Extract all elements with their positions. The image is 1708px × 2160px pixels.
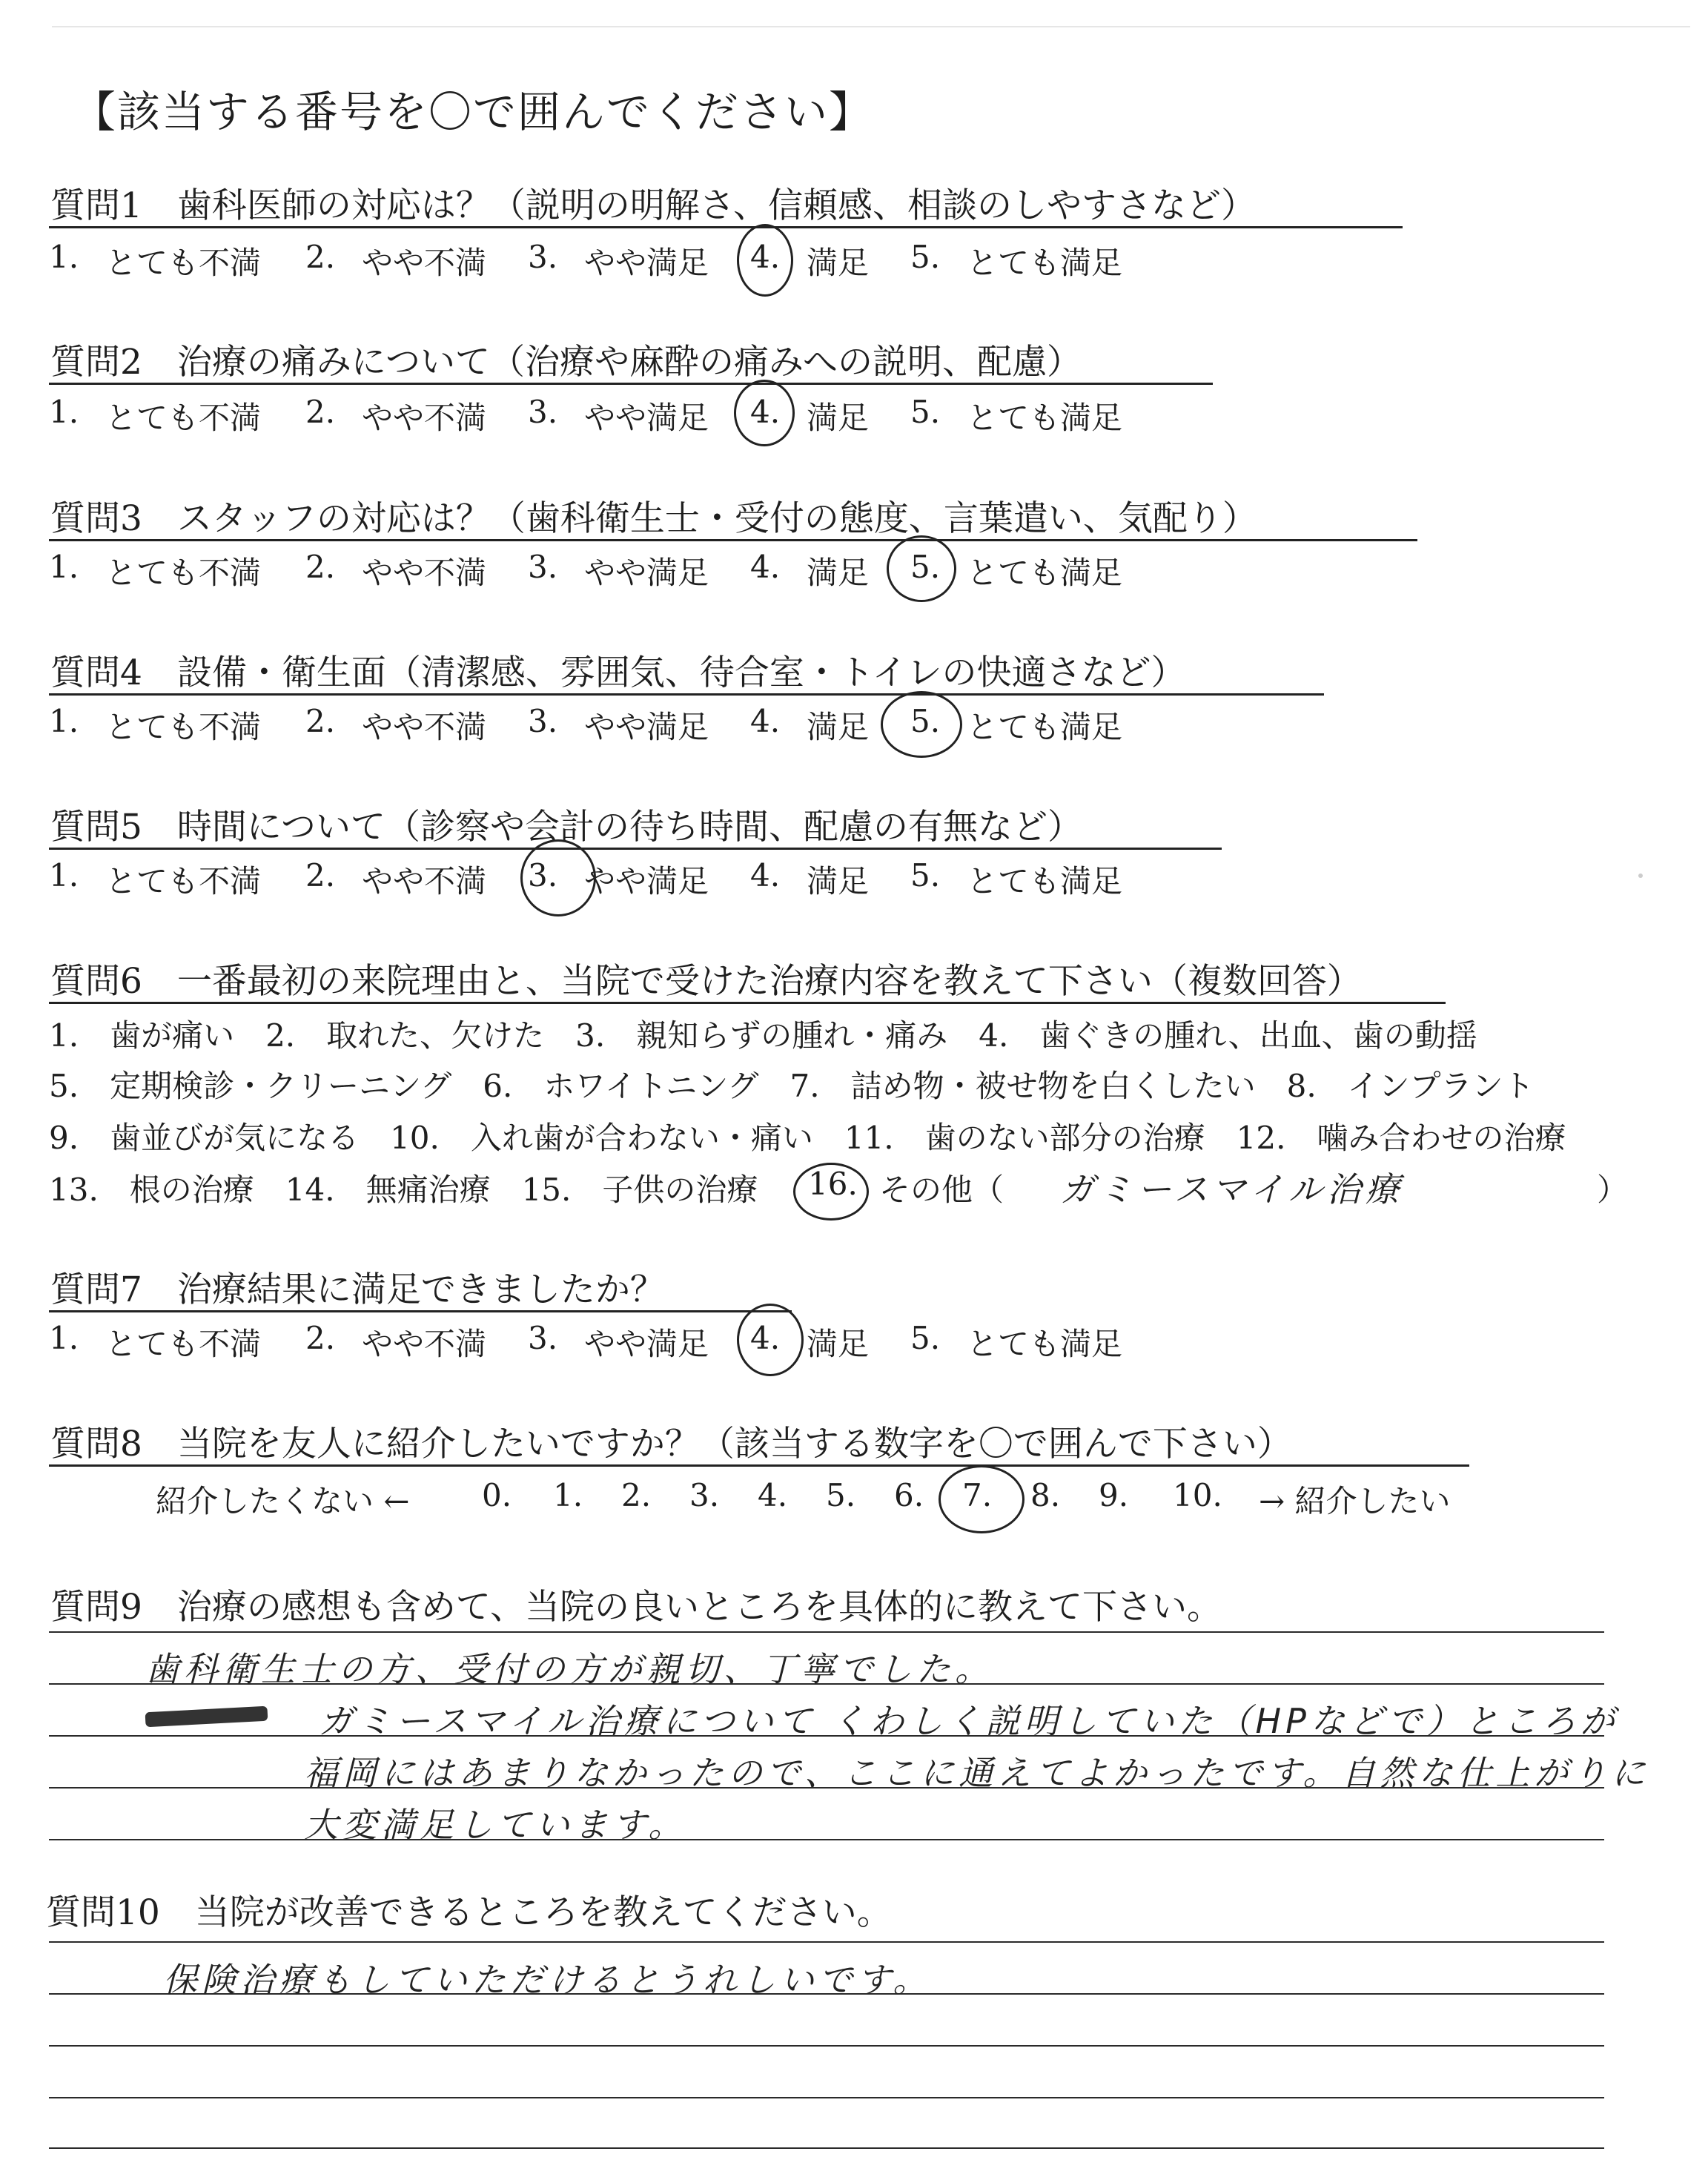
q3-opt-3-num[interactable]: 3. (528, 549, 558, 585)
q8-scale-5[interactable]: 5. (826, 1477, 856, 1513)
q8-scale-0[interactable]: 0. (482, 1477, 512, 1513)
q10-writing-line-5 (49, 2147, 1604, 2149)
q3-opt-2-text[interactable]: やや不満 (362, 555, 487, 591)
q5-opt-2-num[interactable]: 2. (305, 857, 336, 894)
q7-opt-4-num[interactable]: 4. (750, 1320, 781, 1356)
q9-answer-line-2: ガミースマイル治療について くわしく説明していた（HPなどで）ところが (319, 1701, 1619, 1741)
q7-opt-2-text[interactable]: やや不満 (362, 1326, 487, 1362)
q10-answer-line-1: 保険治療もしていただけるとうれしいです。 (163, 1960, 932, 2000)
q3-opt-3-text[interactable]: やや満足 (584, 555, 709, 591)
q2-opt-3-text[interactable]: やや満足 (584, 400, 709, 436)
q3-opt-5-text[interactable]: とても満足 (967, 555, 1123, 591)
q4-opt-3-text[interactable]: やや満足 (584, 709, 709, 745)
q1-opt-3-text[interactable]: やや満足 (584, 245, 709, 281)
q2-opt-2-text[interactable]: やや不満 (362, 400, 487, 436)
q3-opt-4-text[interactable]: 満足 (807, 555, 870, 591)
q7-opt-3-text[interactable]: やや満足 (584, 1326, 709, 1362)
q6-opt-16-num[interactable]: 16. (808, 1166, 858, 1202)
q1-opt-4-text[interactable]: 満足 (807, 245, 870, 281)
q7-opt-5-num[interactable]: 5. (910, 1320, 941, 1356)
q7-opt-4-text[interactable]: 満足 (807, 1326, 870, 1362)
question-10-label: 質問10 当院が改善できるところを教えてください。 (46, 1892, 892, 1933)
q7-opt-1-num[interactable]: 1. (49, 1320, 79, 1356)
q8-scale-3[interactable]: 3. (689, 1477, 720, 1513)
q5-opt-1-text[interactable]: とても不満 (105, 863, 262, 899)
question-8-rule (49, 1464, 1469, 1467)
q2-opt-3-num[interactable]: 3. (528, 394, 558, 430)
q4-opt-2-text[interactable]: やや不満 (362, 709, 487, 745)
q1-opt-5-text[interactable]: とても満足 (967, 245, 1123, 281)
answer-circle-q8 (939, 1465, 1025, 1533)
question-2-label: 質問2 治療の痛みについて（治療や麻酔の痛みへの説明、配慮） (50, 342, 1082, 383)
q2-opt-2-num[interactable]: 2. (305, 394, 336, 430)
q7-opt-3-num[interactable]: 3. (528, 1320, 558, 1356)
q1-opt-3-num[interactable]: 3. (528, 239, 558, 275)
q5-opt-1-num[interactable]: 1. (49, 857, 79, 894)
q2-opt-1-num[interactable]: 1. (49, 394, 79, 430)
q9-answer-line-4: 大変満足しています。 (304, 1805, 687, 1845)
q3-opt-4-num[interactable]: 4. (750, 549, 781, 585)
question-7-label: 質問7 治療結果に満足できましたか？ (50, 1269, 665, 1310)
q4-opt-3-num[interactable]: 3. (528, 703, 558, 739)
q1-opt-1-num[interactable]: 1. (49, 239, 79, 275)
page-title: 【該当する番号を〇で囲んでください】 (73, 87, 874, 137)
q3-opt-1-text[interactable]: とても不満 (105, 555, 262, 591)
answer-circle-q4 (881, 691, 962, 758)
question-6-label: 質問6 一番最初の来院理由と、当院で受けた治療内容を教えて下さい（複数回答） (50, 961, 1362, 1002)
q8-scale-2[interactable]: 2. (621, 1477, 652, 1513)
answer-circle-q1 (737, 224, 793, 297)
q8-scale-7[interactable]: 7. (962, 1477, 993, 1513)
q6-options-row-3[interactable]: 9. 歯並びが気になる 10. 入れ歯が合わない・痛い 11. 歯のない部分の治療 12. 噛み合わせの治療 (49, 1120, 1566, 1156)
question-4-rule (49, 693, 1324, 696)
q6-options-row-4[interactable]: 13. 根の治療 14. 無痛治療 15. 子供の治療 (49, 1172, 758, 1208)
question-3-label: 質問3 スタッフの対応は？（歯科衛生士・受付の態度、言葉遣い、気配り） (50, 498, 1257, 539)
top-border (52, 26, 1690, 27)
q4-opt-4-num[interactable]: 4. (750, 703, 781, 739)
q2-opt-4-text[interactable]: 満足 (807, 400, 870, 436)
q9-writing-line-1 (49, 1631, 1604, 1633)
q2-opt-5-text[interactable]: とても満足 (967, 400, 1123, 436)
answer-circle-q5 (520, 839, 596, 916)
q8-scale-1[interactable]: 1. (553, 1477, 583, 1513)
q5-opt-3-num[interactable]: 3. (528, 857, 558, 894)
q7-opt-2-num[interactable]: 2. (305, 1320, 336, 1356)
q3-opt-1-num[interactable]: 1. (49, 549, 79, 585)
q1-opt-2-num[interactable]: 2. (305, 239, 336, 275)
q4-opt-1-text[interactable]: とても不満 (105, 709, 262, 745)
question-5-rule (49, 848, 1222, 850)
q10-writing-line-3 (49, 2045, 1604, 2047)
q1-opt-2-text[interactable]: やや不満 (362, 245, 487, 281)
q2-opt-5-num[interactable]: 5. (910, 394, 941, 430)
scan-speck (1638, 873, 1643, 878)
answer-circle-q6 (793, 1163, 869, 1221)
crossed-out-scribble (145, 1706, 268, 1728)
question-5-label: 質問5 時間について（診察や会計の待ち時間、配慮の有無など） (50, 807, 1082, 848)
q3-opt-2-num[interactable]: 2. (305, 549, 336, 585)
q2-opt-1-text[interactable]: とても不満 (105, 400, 262, 436)
q4-opt-2-num[interactable]: 2. (305, 703, 336, 739)
q8-scale-10[interactable]: 10. (1173, 1477, 1222, 1513)
q8-scale-6[interactable]: 6. (894, 1477, 924, 1513)
q6-other-label[interactable]: その他（ (879, 1172, 1004, 1208)
q8-scale-9[interactable]: 9. (1099, 1477, 1129, 1513)
q1-opt-4-num[interactable]: 4. (750, 239, 781, 275)
q8-left-label: 紹介したくない ← (156, 1483, 410, 1519)
q8-scale-8[interactable]: 8. (1030, 1477, 1061, 1513)
q5-opt-3-text[interactable]: やや満足 (584, 863, 709, 899)
q10-writing-line-1 (49, 1941, 1604, 1943)
q5-opt-5-num[interactable]: 5. (910, 857, 941, 894)
q4-opt-1-num[interactable]: 1. (49, 703, 79, 739)
q5-opt-4-num[interactable]: 4. (750, 857, 781, 894)
q2-opt-4-num[interactable]: 4. (750, 394, 781, 430)
q6-options-row-1[interactable]: 1. 歯が痛い 2. 取れた、欠けた 3. 親知らずの腫れ・痛み 4. 歯ぐきの腫れ、出血、歯の動揺 (49, 1017, 1477, 1054)
q5-opt-5-text[interactable]: とても満足 (967, 863, 1123, 899)
q9-answer-line-3: 福岡にはあまりなかったので、ここに通えてよかったです。自然な仕上がりに (304, 1753, 1650, 1793)
question-7-rule (49, 1310, 792, 1312)
q9-writing-line-5 (49, 1839, 1604, 1840)
q1-opt-1-text[interactable]: とても不満 (105, 245, 262, 281)
answer-circle-q7 (737, 1304, 804, 1376)
question-3-rule (49, 539, 1417, 541)
q10-writing-line-4 (49, 2097, 1604, 2098)
q4-opt-5-text[interactable]: とても満足 (967, 709, 1123, 745)
answer-circle-q2 (734, 380, 795, 446)
q1-opt-5-num[interactable]: 5. (910, 239, 941, 275)
question-9-label: 質問9 治療の感想も含めて、当院の良いところを具体的に教えて下さい。 (50, 1587, 1222, 1628)
q6-other-handwritten: ガミースマイル治療 (1060, 1169, 1404, 1209)
q5-opt-2-text[interactable]: やや不満 (362, 863, 487, 899)
answer-circle-q3 (887, 535, 956, 602)
q8-scale-4[interactable]: 4. (758, 1477, 788, 1513)
question-4-label: 質問4 設備・衛生面（清潔感、雰囲気、待合室・トイレの快適さなど） (50, 653, 1186, 693)
q7-opt-1-text[interactable]: とても不満 (105, 1326, 262, 1362)
question-8-label: 質問8 当院を友人に紹介したいですか？（該当する数字を〇で囲んで下さい） (50, 1424, 1292, 1464)
q4-opt-4-text[interactable]: 満足 (807, 709, 870, 745)
q6-other-close: ） (1597, 1172, 1629, 1208)
question-6-rule (49, 1002, 1446, 1004)
question-2-rule (49, 383, 1213, 385)
question-1-label: 質問1 歯科医師の対応は？（説明の明解さ、信頼感、相談のしやすさなど） (50, 185, 1257, 226)
question-1-rule (49, 226, 1403, 228)
q7-opt-5-text[interactable]: とても満足 (967, 1326, 1123, 1362)
q9-answer-line-1: 歯科衛生士の方、受付の方が親切、丁寧でした。 (145, 1649, 993, 1689)
q6-options-row-2[interactable]: 5. 定期検診・クリーニング 6. ホワイトニング 7. 詰め物・被せ物を白くしたい 8. インプラント (49, 1068, 1535, 1104)
q4-opt-5-num[interactable]: 5. (910, 703, 941, 739)
q5-opt-4-text[interactable]: 満足 (807, 863, 870, 899)
q3-opt-5-num[interactable]: 5. (910, 549, 941, 585)
q8-right-label: → 紹介したい (1259, 1483, 1451, 1519)
